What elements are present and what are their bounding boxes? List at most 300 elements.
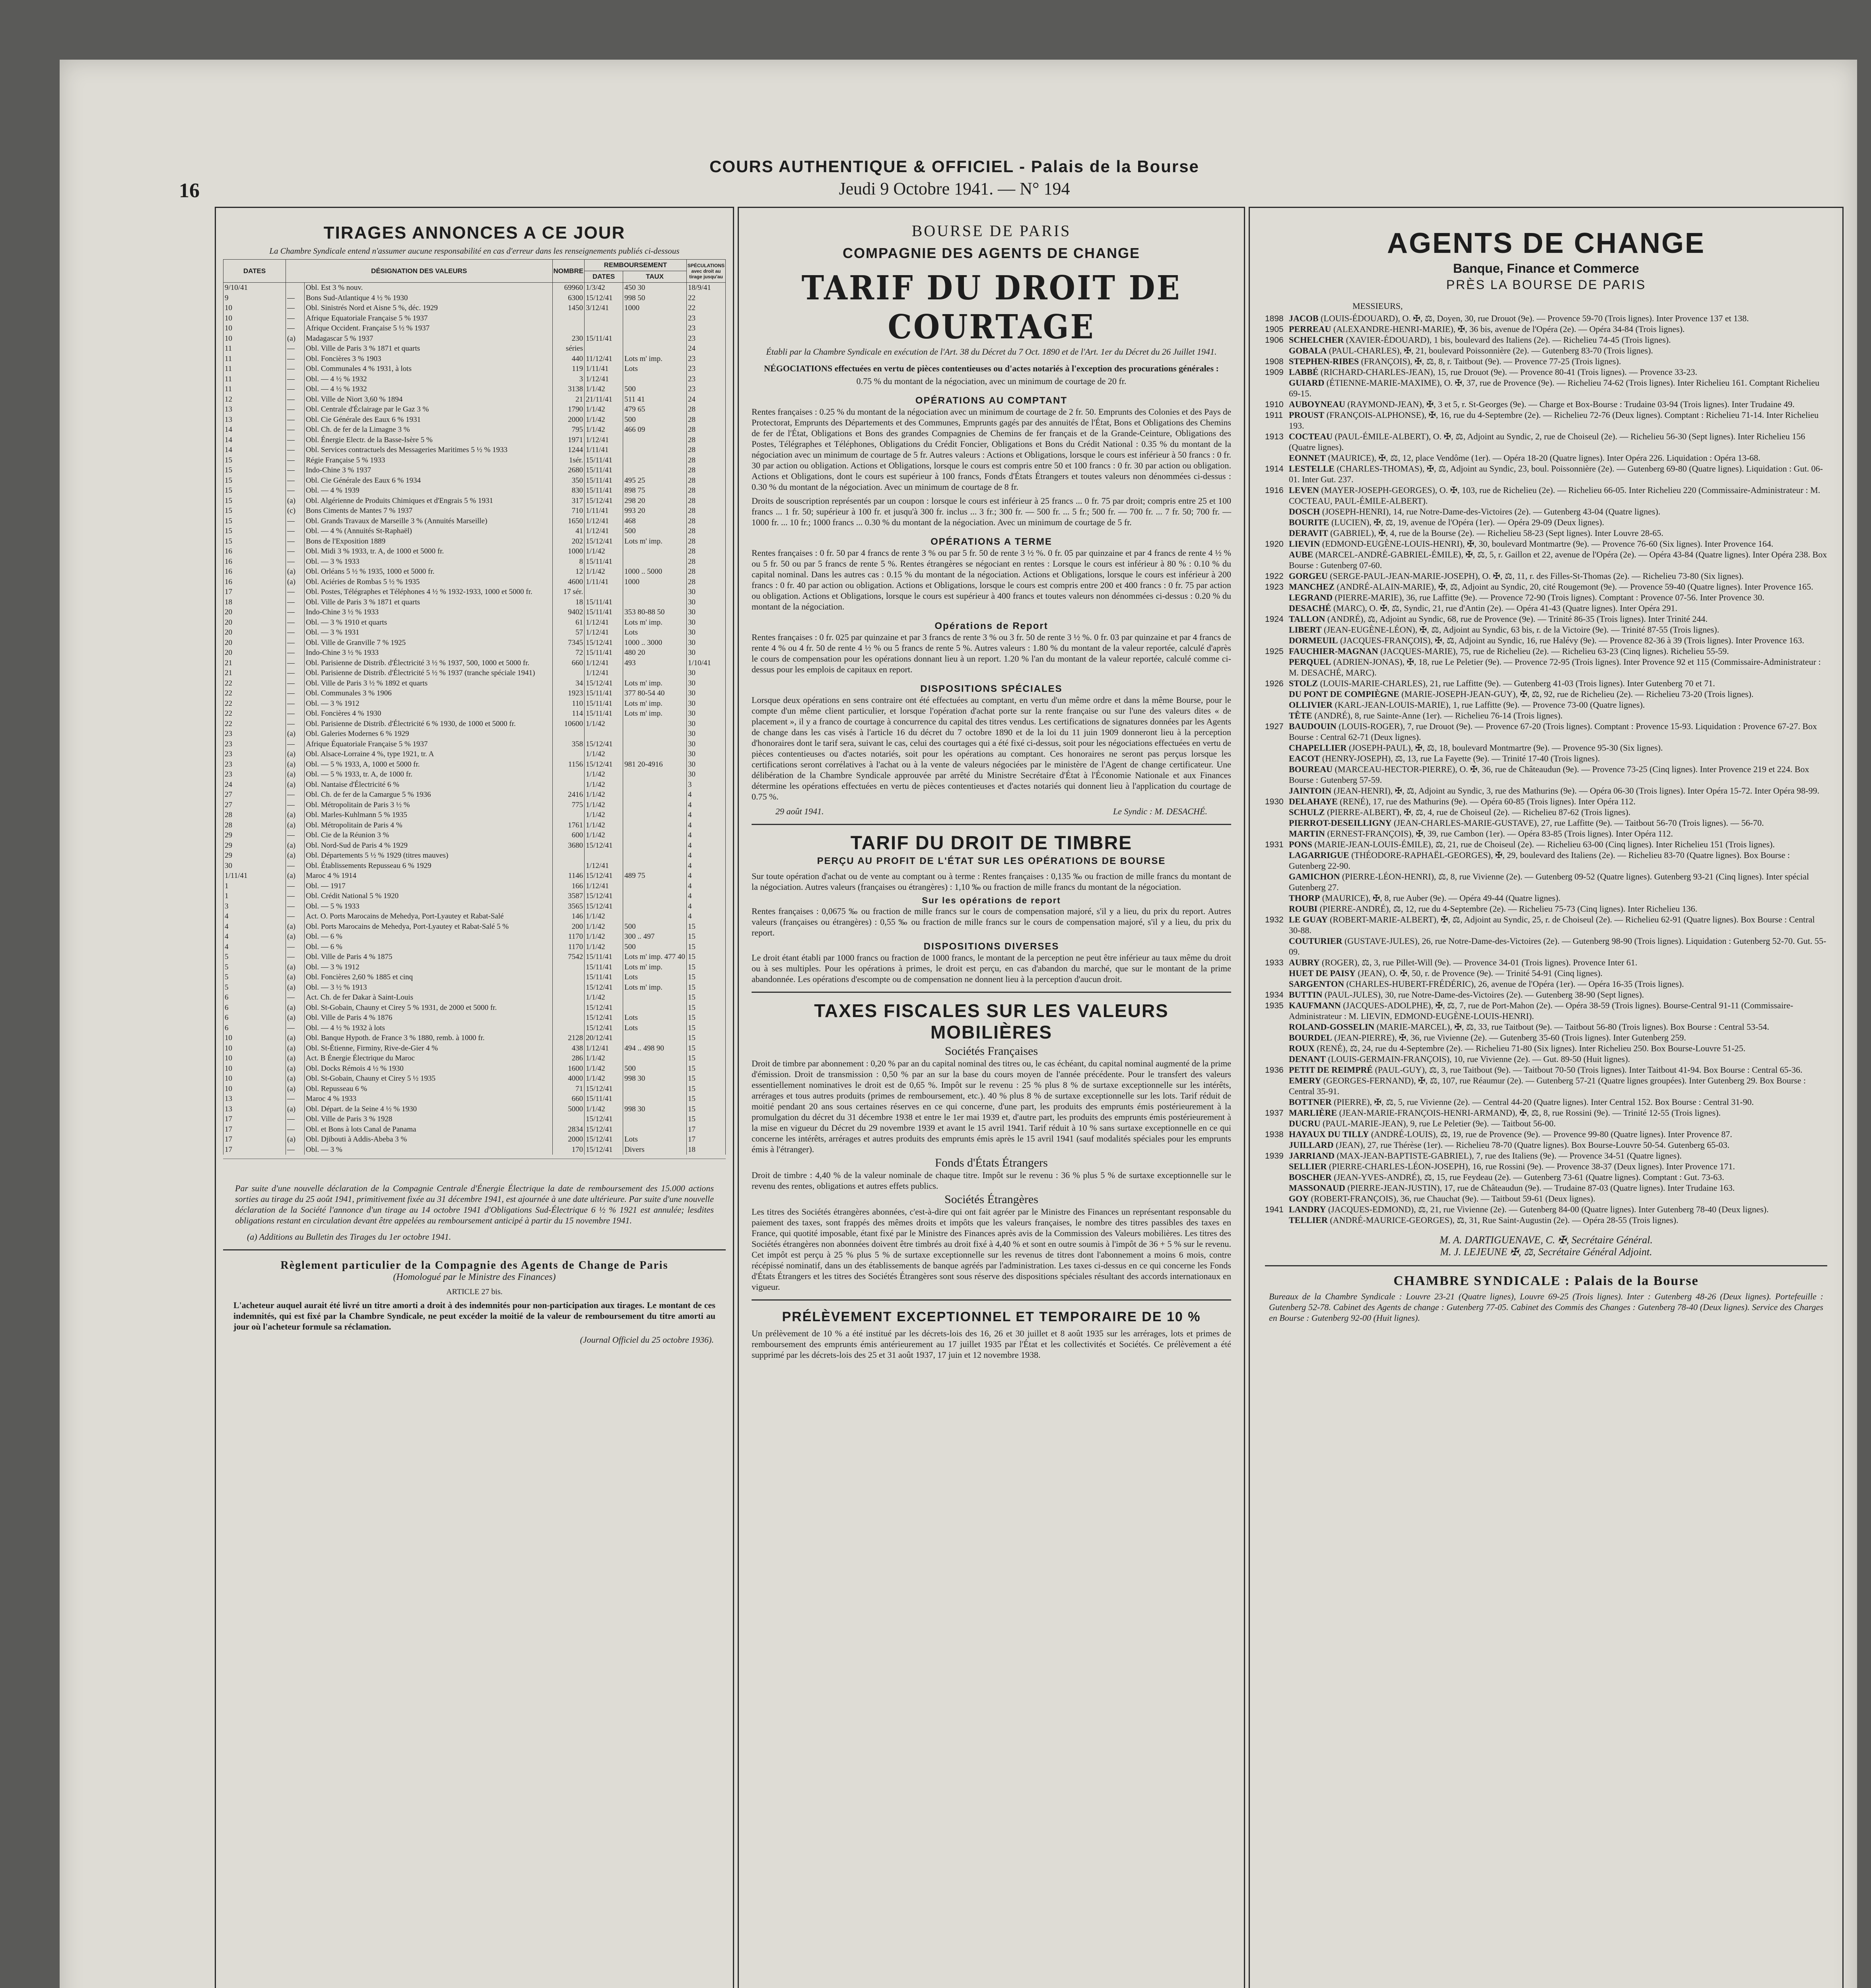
row-designation: Obl. Djibouti à Addis-Abeba 3 %: [305, 1134, 553, 1145]
row-date: 4: [223, 932, 286, 942]
row-mark: —: [286, 435, 305, 445]
table-row: [223, 323, 726, 334]
page-number: 16: [179, 179, 200, 202]
table-row: [223, 577, 726, 587]
row-date: 16: [223, 577, 286, 587]
row-nombre: 1923: [552, 688, 585, 699]
agent-name: AUBOYNEAU: [1289, 399, 1345, 409]
row-mark: —: [286, 394, 305, 405]
row-nombre: 2834: [552, 1124, 585, 1135]
agent-entry: [1265, 753, 1827, 764]
row-date: 16: [223, 546, 286, 557]
table-row: [223, 850, 726, 861]
row-mark: (a): [286, 1013, 305, 1023]
row-designation: Maroc 4 % 1914: [305, 871, 553, 881]
agent-details: (MAX-JEAN-BAPTISTE-GABRIEL), 7, rue des Italiens (9e). — Provence 34-51 (Quatre lignes).: [1337, 1151, 1682, 1161]
row-designation: Obl. Cie Générale des Eaux 6 % 1931: [305, 415, 553, 425]
row-remb-date: 15/11/41: [585, 557, 623, 567]
agent-name: JUILLARD: [1289, 1140, 1334, 1150]
agent-details: (JEAN), O. ✠, 50, r. de Provence (9e). — Trinité 54-91 (Cinq lignes).: [1358, 968, 1603, 978]
row-speculation: 4: [686, 871, 725, 881]
row-taux: 480 20: [623, 648, 687, 658]
row-remb-date: 15/11/41: [585, 465, 623, 476]
row-remb-date: 15/11/41: [585, 688, 623, 699]
col-speculations: SPÉCULATIONS avec droit au tirage jusqu'au: [686, 260, 725, 283]
agent-name: GORGEU: [1289, 571, 1328, 581]
row-taux: Lots m' imp.: [623, 678, 687, 689]
row-designation: Maroc 4 % 1933: [305, 1094, 553, 1104]
row-date: 17: [223, 1134, 286, 1145]
row-speculation: 23: [686, 364, 725, 374]
agent-name: PROUST: [1289, 410, 1325, 420]
row-taux: [623, 800, 687, 810]
row-remb-date: [585, 313, 623, 324]
timbre-text2: Rentes françaises : 0,0675 ‰ ou fraction de mille francs sur le cours de compensation majoré, s'il y a lieu, du prix du report. Autres valeurs (françaises ou étrangères) : 0,55 ‰ ou fraction de mille francs sur le cours de compensation majoré, s'il y a lieu, du prix du report.: [752, 906, 1231, 938]
row-nombre: 1761: [552, 820, 585, 831]
agent-details: (CHARLES-THOMAS), ✠, ⚖, Adjoint au Syndic, 23, boul. Poissonnière (2e). — Gutenberg 69-80 (Quatre lignes). Liquidation : Gut. 06-01. Inter Gut. 237.: [1289, 464, 1823, 484]
row-speculation: 28: [686, 526, 725, 536]
row-date: 10: [223, 1074, 286, 1084]
row-nombre: 57: [552, 627, 585, 638]
agent-year: 1924: [1265, 615, 1284, 624]
table-row: [223, 780, 726, 790]
row-taux: [623, 597, 687, 608]
row-designation: Obl. — 4 ½ % 1932 à lots: [305, 1023, 553, 1033]
row-nombre: 2000: [552, 415, 585, 425]
row-speculation: 4: [686, 841, 725, 851]
agent-name: GOBALA: [1289, 346, 1327, 355]
row-designation: Obl. Postes, Télégraphes et Téléphones 4 ½ % 1932-1933, 1000 et 5000 fr.: [305, 587, 553, 597]
row-remb-date: [585, 344, 623, 354]
row-mark: (a): [286, 567, 305, 577]
col-dates: DATES: [223, 260, 286, 283]
row-nombre: 286: [552, 1053, 585, 1064]
row-speculation: 23: [686, 374, 725, 384]
row-mark: —: [286, 425, 305, 435]
row-nombre: 440: [552, 354, 585, 364]
masthead-title: COURS AUTHENTIQUE & OFFICIEL - Palais de la Bourse: [709, 157, 1199, 176]
row-designation: Obl. — 5 % 1933: [305, 901, 553, 912]
row-nombre: 200: [552, 922, 585, 932]
table-row: [223, 638, 726, 648]
agent-entry: [1265, 1043, 1827, 1054]
row-remb-date: 15/11/41: [585, 648, 623, 658]
row-remb-date: 15/11/41: [585, 455, 623, 466]
taxes-francaises-title: Sociétés Françaises: [944, 1044, 1038, 1058]
row-mark: —: [286, 861, 305, 871]
row-remb-date: 15/11/41: [585, 1094, 623, 1104]
table-row: [223, 790, 726, 800]
reglement-sub: (Homologué par le Ministre des Finances): [393, 1272, 556, 1282]
row-nombre: 3680: [552, 841, 585, 851]
agent-entry: [1265, 1107, 1827, 1118]
agent-name: BUTTIN: [1289, 990, 1323, 1000]
table-row: [223, 334, 726, 344]
row-speculation: 28: [686, 506, 725, 516]
agent-year: 1930: [1265, 797, 1284, 806]
agent-year: 1920: [1265, 540, 1284, 549]
agent-details: (LOUIS-MARIE-CHARLES), 21, rue Laffitte (9e). — Gutenberg 41-03 (Trois lignes). Inter Gutenberg 70 et 71.: [1320, 678, 1715, 688]
agent-name: STOLZ: [1289, 678, 1318, 688]
row-date: 17: [223, 587, 286, 597]
row-mark: (a): [286, 1134, 305, 1145]
agent-name: PERQUEL: [1289, 657, 1331, 667]
row-designation: Obl. Départ. de la Seine 4 ½ % 1930: [305, 1104, 553, 1114]
row-designation: Obl. Foncières 3 % 1903: [305, 354, 553, 364]
row-taux: Lots m' imp.: [623, 699, 687, 709]
agent-name: SELLIER: [1289, 1161, 1327, 1171]
agent-entry: [1265, 871, 1827, 893]
agent-entry: [1265, 528, 1827, 538]
row-nombre: [552, 668, 585, 678]
row-date: 24: [223, 780, 286, 790]
row-remb-date: 1/12/41: [585, 861, 623, 871]
table-row: [223, 557, 726, 567]
agent-details: (KARL-JEAN-LOUIS-MARIE), 1, rue Laffitte (9e). — Provence 73-00 (Quatre lignes).: [1335, 700, 1645, 710]
row-speculation: 4: [686, 861, 725, 871]
row-taux: [623, 749, 687, 759]
agent-details: (MARCEL-ANDRÉ-GABRIEL-ÉMILE), ✠, ⚖, 5, r. Gaillon et 22, avenue de l'Opéra (2e). — Opéra 43-84 (Quatre lignes). Inter Opéra 238. Box Bourse : Gutenberg 07-60.: [1289, 549, 1827, 570]
agent-details: (JACQUES-ADOLPHE), ✠, ⚖, 7, rue de Port-Mahon (2e). — Opéra 38-59 (Trois lignes). Bourse-Central 91-11 (Commissaire-Administrateur : M. LIEVIN, EDMOND-EUGÈNE-LOUIS-HENRI).: [1289, 1000, 1793, 1021]
agent-entry: [1265, 689, 1827, 699]
row-designation: Obl. — 4 ½ % 1932: [305, 374, 553, 384]
row-date: 11: [223, 374, 286, 384]
row-nombre: séries: [552, 344, 585, 354]
agent-entry: [1265, 1021, 1827, 1032]
table-row: [223, 982, 726, 993]
agent-name: DESACHÉ: [1289, 603, 1331, 613]
table-row: [223, 364, 726, 374]
row-mark: (a): [286, 1064, 305, 1074]
row-nombre: 710: [552, 506, 585, 516]
row-taux: 500: [623, 942, 687, 952]
agent-entry: [1265, 538, 1827, 549]
row-mark: (a): [286, 972, 305, 982]
row-mark: (a): [286, 1104, 305, 1114]
table-row: [223, 749, 726, 759]
row-mark: —: [286, 790, 305, 800]
row-nombre: 2416: [552, 790, 585, 800]
table-row: [223, 911, 726, 922]
agent-details: (ANDRÉ-LOUIS), ⚖, 19, rue de Provence (9e). — Provence 99-80 (Quatre lignes). Inter Provence 87.: [1371, 1129, 1732, 1139]
row-nombre: 202: [552, 536, 585, 547]
row-nombre: [552, 1023, 585, 1033]
row-nombre: [552, 780, 585, 790]
row-speculation: 4: [686, 790, 725, 800]
row-designation: Obl. — 3 % 1912: [305, 699, 553, 709]
row-taux: 981 20-4916: [623, 759, 687, 770]
row-designation: Obl. Ville de Paris 4 % 1875: [305, 952, 553, 962]
row-taux: 300 .. 497: [623, 932, 687, 942]
table-row: [223, 293, 726, 303]
row-mark: (a): [286, 962, 305, 973]
row-designation: Afrique Équatoriale Française 5 % 1937: [305, 739, 553, 749]
row-date: 22: [223, 688, 286, 699]
row-mark: —: [286, 952, 305, 962]
row-mark: —: [286, 344, 305, 354]
timbre-text3: Le droit étant établi par 1000 francs ou fraction de 1000 francs, le montant de la perception ne peut être inférieur au taux même du droit ou à ses multiples. Pour les opérations à primes, le droit est perçu, en cas d'abandon du marché, que sur le montant de la prime abandonnée. Les opérations d'escompte ou de compensation ne donnent lieu à la perception d'aucun droit.: [752, 953, 1231, 984]
row-date: 16: [223, 567, 286, 577]
table-row: [223, 820, 726, 831]
row-designation: Obl. — 4 ½ % 1932: [305, 384, 553, 394]
row-speculation: 23: [686, 323, 725, 334]
agent-entry: [1265, 592, 1827, 603]
row-taux: [623, 739, 687, 749]
row-mark: —: [286, 476, 305, 486]
row-mark: —: [286, 617, 305, 628]
row-speculation: 24: [686, 394, 725, 405]
row-speculation: 15: [686, 922, 725, 932]
table-row: [223, 962, 726, 973]
row-nombre: 795: [552, 425, 585, 435]
table-row: [223, 891, 726, 901]
agents-messieurs: MESSIEURS,: [1352, 301, 1403, 311]
row-date: 23: [223, 749, 286, 759]
agent-details: (PIERRE-JEAN-JUSTIN), 17, rue de Châteaudun (9e). — Trudaine 87-03 (Quatre lignes). Inter Trudaine 163.: [1347, 1183, 1735, 1193]
row-speculation: 28: [686, 546, 725, 557]
row-taux: 468: [623, 516, 687, 526]
table-row: [223, 952, 726, 962]
row-remb-date: [585, 729, 623, 739]
row-date: 6: [223, 992, 286, 1003]
row-nombre: 110: [552, 699, 585, 709]
taxes-francaises-text: Droit de timbre par abonnement : 0,20 % par an du capital nominal des titres ou, le cas échéant, du capital nominal augmenté de la prime d'émission. Droit de transmission : 0,50 % par an sur la base du cours moyen de l'année précédente. Pour le transfert des valeurs essentiellement nominatives le droit est de 0,65 %. Impôt sur le revenu : 25 % plus 8 % de surtaxe exceptionnelle sur les intérêts, arrérages et tous autres produits (primes de remboursement, etc.). 40 % plus 8 % de surtaxe exceptionnelle sur les lots. Tarif réduit de moitié pendant 20 ans sous certaines réserves en ce qui concerne, d'une part, les produits des emprunts émis postérieurement à la promulgation du décret du 31 décembre 1938 et entre le 1er mai 1939 et, d'autre part, les produits des emprunts émis postérieurement à la mise en vigueur du Décret du 29 novembre 1939 et avant le 15 avril 1941. Tarif réduit à 10 % sans surtaxe exceptionnelle en ce qui concerne les intérêts, arrérages et autres produits des emprunts émis après le 15 avril 1941 (sauf modalités spéciales pour les emprunts émis à l'étranger).: [752, 1058, 1231, 1154]
row-remb-date: 1/1/42: [585, 911, 623, 922]
agent-entry: [1265, 1182, 1827, 1193]
row-mark: (a): [286, 1003, 305, 1013]
row-designation: Obl. Ch. de fer de la Camargue 5 % 1936: [305, 790, 553, 800]
row-speculation: 4: [686, 911, 725, 922]
row-designation: Afrique Equatoriale Française 5 % 1937: [305, 313, 553, 324]
row-nombre: 1971: [552, 435, 585, 445]
agent-name: LIEVIN: [1289, 539, 1320, 549]
row-date: 15: [223, 476, 286, 486]
table-row: [223, 283, 726, 293]
agent-name: MASSONAUD: [1289, 1183, 1345, 1193]
row-remb-date: 1/1/42: [585, 942, 623, 952]
row-taux: [623, 668, 687, 678]
agent-name: TÊTE: [1289, 711, 1312, 720]
row-remb-date: 15/12/41: [585, 759, 623, 770]
table-row: [223, 374, 726, 384]
row-speculation: 30: [686, 678, 725, 689]
row-date: 9: [223, 293, 286, 303]
agent-entry: [1265, 839, 1827, 850]
table-row: [223, 1094, 726, 1104]
row-taux: 1000: [623, 577, 687, 587]
row-nombre: [552, 1114, 585, 1124]
row-taux: [623, 557, 687, 567]
agent-name: LIBERT: [1289, 625, 1322, 635]
row-remb-date: 15/12/41: [585, 1084, 623, 1094]
agent-details: (MAURICE), ✠, ⚖, 12, place Vendôme (1er). — Opéra 18-20 (Quatre lignes). Inter Opéra 226. Liquidation : Opéra 13-68.: [1328, 453, 1760, 463]
row-taux: 489 75: [623, 871, 687, 881]
agent-entry: [1265, 817, 1827, 828]
row-speculation: 30: [686, 638, 725, 648]
row-speculation: 15: [686, 1013, 725, 1023]
row-taux: Lots m' imp. 477 40: [623, 952, 687, 962]
row-nombre: 3138: [552, 384, 585, 394]
row-designation: Obl. Nantaise d'Électricité 6 %: [305, 780, 553, 790]
agent-details: (ÉTIENNE-MARIE-MAXIME), O. ✠, 37, rue de Provence (9e). — Richelieu 74-62 (Trois lignes). Inter Richelieu 161. Comptant Richelieu 69-15.: [1289, 378, 1820, 398]
agent-entry: [1265, 699, 1827, 710]
row-nombre: 3565: [552, 901, 585, 912]
row-speculation: 28: [686, 465, 725, 476]
table-row: [223, 658, 726, 668]
row-mark: —: [286, 607, 305, 617]
row-nombre: 7345: [552, 638, 585, 648]
agent-name: HUET DE PAISY: [1289, 968, 1356, 978]
agent-name: OLLIVIER: [1289, 700, 1333, 710]
table-row: [223, 678, 726, 689]
agent-entry: [1265, 1172, 1827, 1182]
row-remb-date: 15/11/41: [585, 709, 623, 719]
row-designation: Obl. Aciéries de Rombas 5 ½ % 1935: [305, 577, 553, 587]
agent-details: (PAUL-MARIE-JEAN), 9, rue Le Peletier (9e). — Taitbout 56-00.: [1322, 1118, 1556, 1128]
row-taux: 353 80-88 50: [623, 607, 687, 617]
agent-year: 1936: [1265, 1066, 1284, 1075]
row-speculation: 4: [686, 881, 725, 891]
row-remb-date: 15/12/41: [585, 1013, 623, 1023]
row-speculation: 15: [686, 932, 725, 942]
agent-name: SCHULZ: [1289, 807, 1325, 817]
row-taux: [623, 841, 687, 851]
table-row: [223, 699, 726, 709]
table-row: [223, 1053, 726, 1064]
row-designation: Obl. Parisienne de Distrib. d'Électricité 3 ½ % 1937, 500, 1000 et 5000 fr.: [305, 658, 553, 668]
agent-entry: [1265, 646, 1827, 656]
agent-details: (MARIE-JEAN-LOUIS-ÉMILE), ⚖, 21, rue de Choiseul (2e). — Richelieu 63-00 (Cinq lignes). Inter Richelieu 151 (Trois lignes).: [1314, 839, 1775, 849]
row-designation: Obl. — 3 %: [305, 1145, 553, 1155]
row-speculation: 30: [686, 668, 725, 678]
agent-details: (JACQUES-EDMOND), ⚖, 21, rue Vivienne (2e). — Gutenberg 84-00 (Quatre lignes). Inter Gutenberg 78-40 (Deux lignes).: [1328, 1204, 1769, 1214]
speciales-date: 29 août 1941.: [775, 806, 824, 816]
row-mark: (a): [286, 982, 305, 993]
row-date: 15: [223, 526, 286, 536]
agent-details: (RICHARD-CHARLES-JEAN), 15, rue Drouot (9e). — Provence 80-41 (Trois lignes). — Provence 33-23.: [1321, 367, 1697, 377]
row-mark: —: [286, 800, 305, 810]
reglement-article: ARTICLE 27 bis.: [446, 1287, 503, 1296]
agents-column: [1249, 207, 1844, 1988]
row-mark: (a): [286, 841, 305, 851]
row-remb-date: 1/1/42: [585, 790, 623, 800]
col-designation: DÉSIGNATION DES VALEURS: [286, 260, 553, 283]
row-taux: [623, 313, 687, 324]
agent-year: 1913: [1265, 432, 1284, 441]
table-row: [223, 1033, 726, 1043]
row-taux: [623, 1033, 687, 1043]
table-row: [223, 617, 726, 628]
row-designation: Bons de l'Exposition 1889: [305, 536, 553, 547]
agent-details: (RENÉ), 17, rue des Mathurins (9e). — Opéra 60-85 (Trois lignes). Inter Opéra 112.: [1340, 796, 1636, 806]
row-mark: (a): [286, 871, 305, 881]
row-designation: Obl. St-Gobain, Chauny et Cirey 5 ½ 1935: [305, 1074, 553, 1084]
agent-entry: [1265, 324, 1827, 334]
row-taux: Lots m' imp.: [623, 617, 687, 628]
row-remb-date: 1/11/41: [585, 506, 623, 516]
row-remb-date: 15/12/41: [585, 678, 623, 689]
agent-entry: [1265, 678, 1827, 689]
row-mark: (a): [286, 1074, 305, 1084]
row-date: 20: [223, 607, 286, 617]
row-designation: Obl. Départements 5 ½ % 1929 (titres mauves): [305, 850, 553, 861]
masthead: [557, 157, 1352, 199]
agent-details: (PIERRE-LÉON-HENRI), ⚖, 8, rue Vivienne (2e). — Gutenberg 09-52 (Quatre lignes). Gutenberg 93-21 (Cinq lignes). Inter spécial Gutenberg 27.: [1289, 872, 1809, 892]
row-taux: [623, 1114, 687, 1124]
row-date: 9/10/41: [223, 283, 286, 293]
row-remb-date: 11/12/41: [585, 354, 623, 364]
row-nombre: [552, 850, 585, 861]
row-nombre: 2680: [552, 465, 585, 476]
row-taux: [623, 719, 687, 729]
agent-entry: [1265, 571, 1827, 581]
masthead-date: Jeudi 9 Octobre 1941. — N° 194: [839, 179, 1070, 198]
report-text: Rentes françaises : 0 fr. 025 par quinzaine et par 3 francs de rente 3 % ou 3 fr. 50 de rente 3 ½ %. 0 fr. 03 par quinzaine et par 4 francs de rente 4 % ou 4 fr. 50 de rente 4 ½ % ou 5 francs de rente 5 %. Autres valeurs : 1.80 % du montant de la valeur reportée, calculé d'après le cours de compensation pour les opérations donnant lieu à un report. 1.20 % l'an du montant de la valeur reportée, calculé comme ci-dessus pour les emplois de capitaux en report.: [752, 632, 1231, 674]
table-row: [223, 303, 726, 313]
agent-name: DELAHAYE: [1289, 796, 1338, 806]
row-taux: 500: [623, 1064, 687, 1074]
row-mark: —: [286, 1094, 305, 1104]
agent-details: (RAYMOND-JEAN), ✠, 3 et 5, r. St-Georges (9e). — Charge et Box-Bourse : Trudaine 03-94 (Trois lignes). Inter Trudaine 49.: [1347, 399, 1795, 409]
row-designation: Obl. Ville de Granville 7 % 1925: [305, 638, 553, 648]
agent-name: SCHELCHER: [1289, 335, 1344, 345]
agent-details: (PIERRE-MARIE), 36, rue Laffitte (9e). — Provence 72-90 (Trois lignes). Comptant : Provence 07-56. Inter Provence 30.: [1335, 592, 1764, 602]
terme-text: Rentes françaises : 0 fr. 50 par 4 francs de rente 3 % ou par 5 fr. 50 de rente 3 ½ %. 0 fr. 05 par quinzaine et par 4 francs de rente 4 ½ % ou 5 fr. 50 ou par 5 francs de rente 5 %. Rentes étrangères se négociant en rentes : Lorsque le cours est inférieur à 80 % : 0.10 % du capital nominal. Dans les autres cas : 0.15 % du montant de la négociation. Actions et Obligations, lorsque le cours est inférieur à 200 francs : 0 fr. 40 par action ou obligation. Actions et Obligations, lorsque le cours est compris entre 200 et 400 francs : 0 fr. 75 par action ou obligation. Actions et Obligations, lorsque le cours est supérieur à 400 francs et toutes valeurs non dénommées ci-dessus : 0.20 % du montant de la négociation.: [752, 548, 1231, 612]
agent-details: (CHARLES-HUBERT-FRÉDÉRIC), 26, avenue de l'Opéra (1er). — Opéra 16-35 (Trois lignes).: [1346, 979, 1684, 989]
row-remb-date: 15/12/41: [585, 496, 623, 506]
row-remb-date: 1/1/42: [585, 810, 623, 820]
agent-entry: [1265, 399, 1827, 410]
row-speculation: 15: [686, 1023, 725, 1033]
agent-details: (JEAN), 27, rue Thérèse (1er). — Richelieu 78-70 (Quatre lignes). Box Bourse-Louvre 50-54. Gutenberg 65-03.: [1335, 1140, 1730, 1150]
table-row: [223, 506, 726, 516]
agent-year: 1905: [1265, 325, 1284, 334]
agent-name: DOSCH: [1289, 507, 1320, 516]
row-mark: (a): [286, 577, 305, 587]
agent-name: CHAPELLIER: [1289, 743, 1347, 753]
table-row: [223, 1084, 726, 1094]
row-mark: (c): [286, 506, 305, 516]
row-designation: Obl. Cie de la Réunion 3 %: [305, 830, 553, 841]
row-mark: —: [286, 354, 305, 364]
agent-entry: [1265, 377, 1827, 399]
row-mark: —: [286, 719, 305, 729]
row-nombre: 166: [552, 881, 585, 891]
row-date: 16: [223, 557, 286, 567]
table-row: [223, 922, 726, 932]
row-speculation: 1/10/41: [686, 658, 725, 668]
row-date: 21: [223, 668, 286, 678]
agent-entry: [1265, 485, 1827, 506]
agent-year: 1898: [1265, 314, 1284, 323]
row-speculation: 15: [686, 962, 725, 973]
row-speculation: 15: [686, 982, 725, 993]
agent-name: GAMICHON: [1289, 872, 1340, 881]
agent-details: (ANDRÉ), 8, rue Sainte-Anne (1er). — Richelieu 76-14 (Trois lignes).: [1314, 711, 1563, 720]
row-mark: —: [286, 638, 305, 648]
row-speculation: 15: [686, 1003, 725, 1013]
agent-entry: [1265, 613, 1827, 624]
row-mark: (a): [286, 729, 305, 739]
table-row: [223, 567, 726, 577]
agent-name: JAINTOIN: [1289, 786, 1332, 796]
row-designation: Obl. — 3 % 1910 et quarts: [305, 617, 553, 628]
row-date: 10: [223, 1084, 286, 1094]
row-nombre: 1600: [552, 1064, 585, 1074]
row-remb-date: 21/11/41: [585, 394, 623, 405]
table-row: [223, 627, 726, 638]
row-date: 23: [223, 739, 286, 749]
